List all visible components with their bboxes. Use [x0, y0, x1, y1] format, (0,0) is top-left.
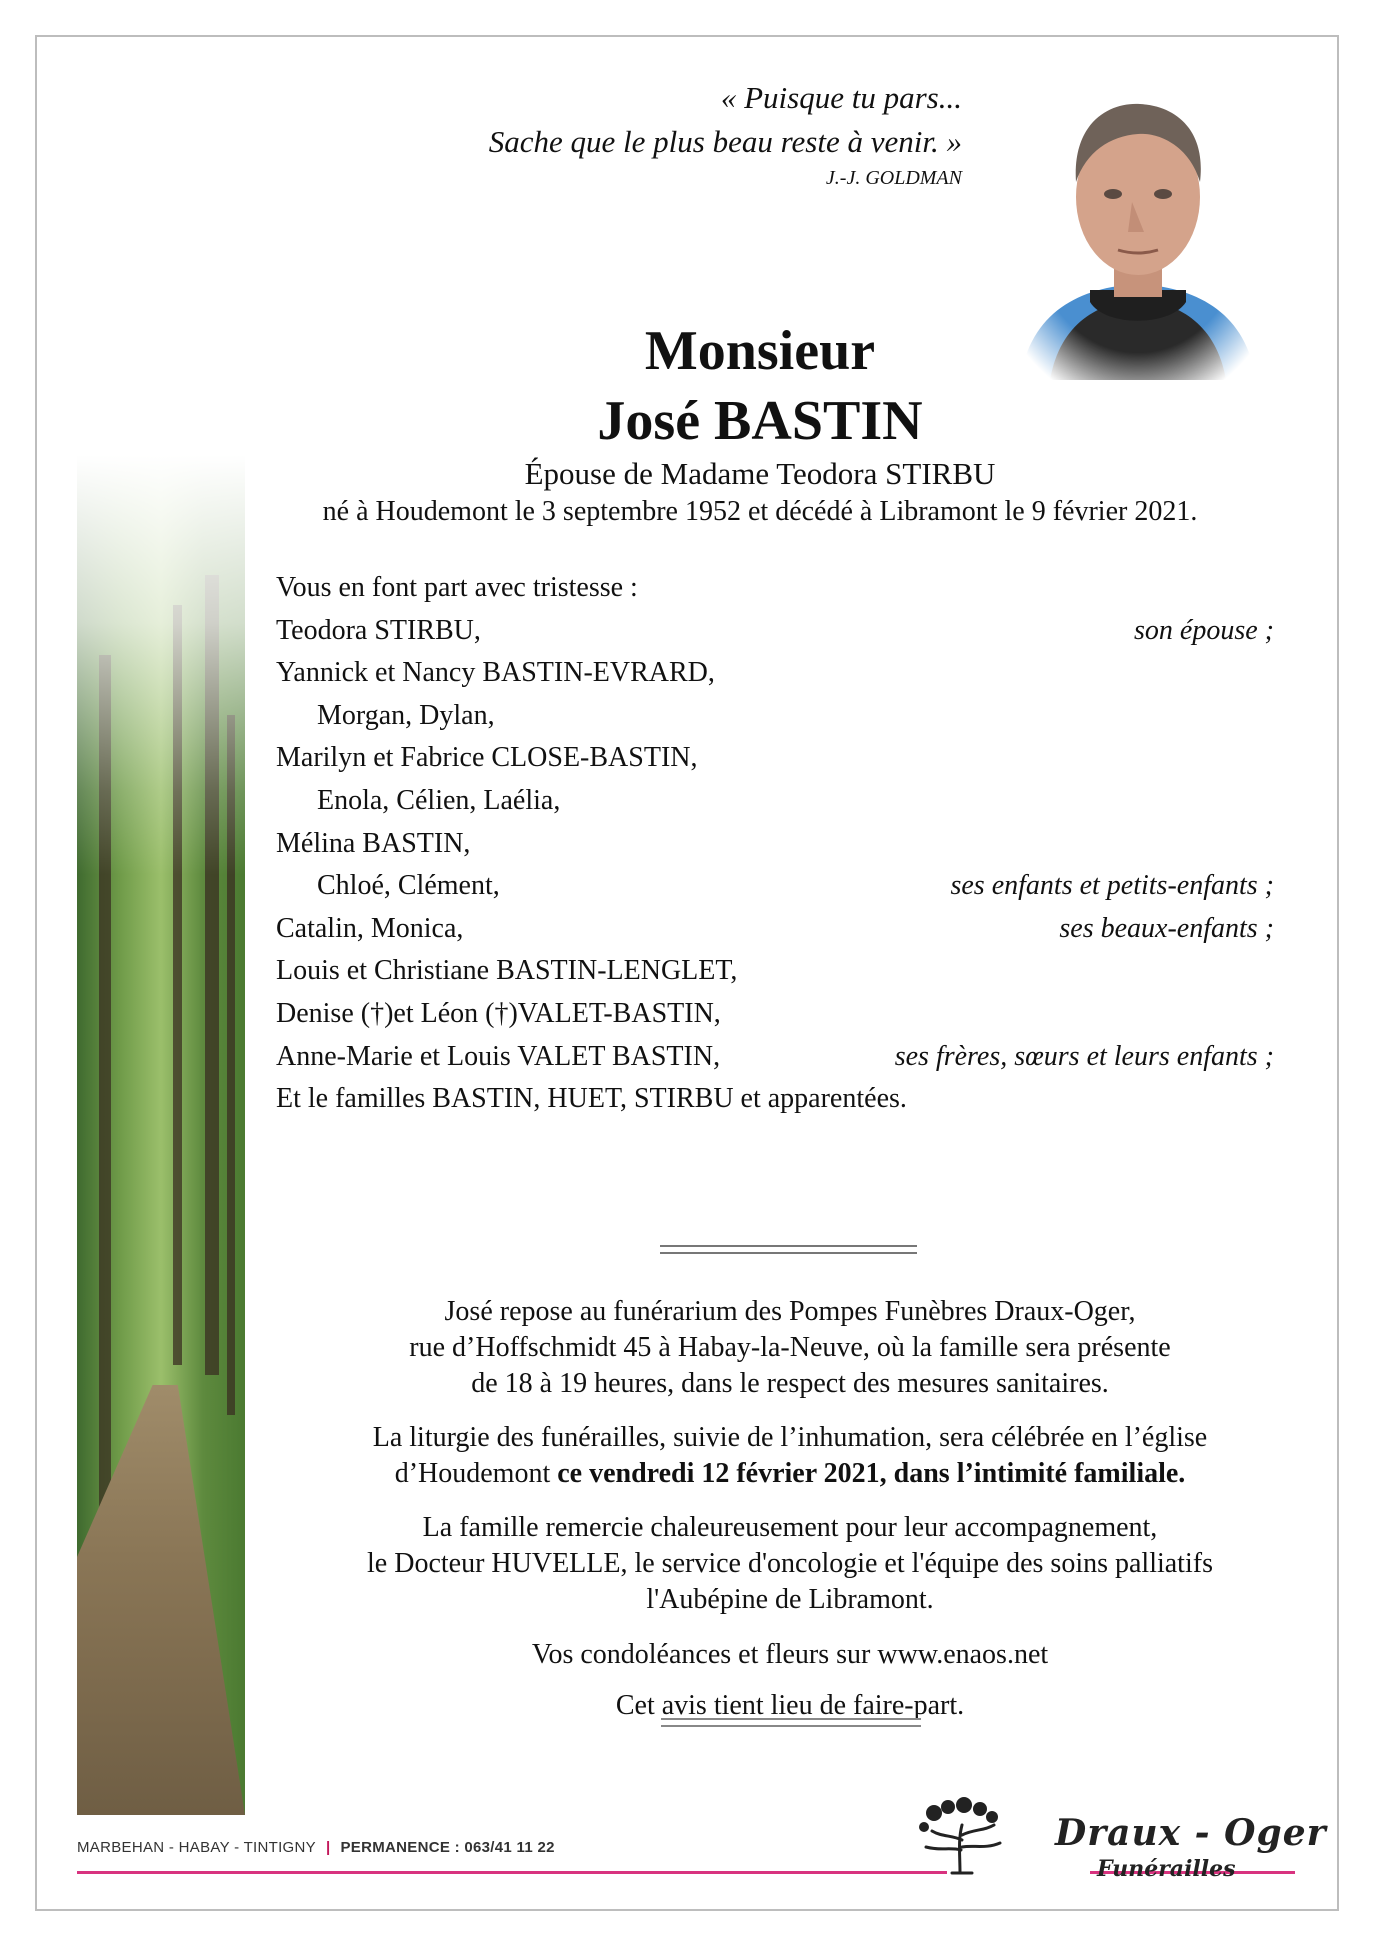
family-member-name: Anne-Marie et Louis VALET BASTIN,: [276, 1040, 721, 1072]
liturgy-line-2: [270, 1456, 1310, 1492]
thanks-line: La famille remercie chaleureusement pour leur accompagnement,: [422, 1512, 1158, 1543]
family-member-name: Marilyn et Fabrice CLOSE-BASTIN,: [276, 742, 698, 774]
deceased-title: Monsieur: [644, 320, 876, 382]
family-row: [276, 610, 1274, 653]
family-relation: ses enfants et petits-enfants ;: [950, 870, 1274, 902]
tree-logo-icon: [912, 1795, 1012, 1875]
liturgy-paragraph: [270, 1420, 1310, 1492]
family-relation: ses beaux-enfants ;: [1059, 912, 1274, 944]
family-row: [276, 1036, 1274, 1079]
family-member-name: Yannick et Nancy BASTIN-EVRARD,: [276, 657, 715, 689]
quote-block: [489, 76, 962, 192]
family-member-name: Vous en font part avec tristesse :: [276, 572, 638, 603]
thanks-line: le Docteur HUVELLE, le service d'oncologie et l'équipe des soins palliatifs: [367, 1548, 1213, 1579]
family-member-name: Enola, Célien, Laélia,: [317, 784, 561, 816]
footer-info: [77, 1839, 555, 1856]
family-row: [276, 908, 1274, 951]
liturgy-line-1: La liturgie des funérailles, suivie de l’inhumation, sera célébrée en l’église: [372, 1422, 1208, 1453]
footer-separator: |: [325, 1839, 331, 1856]
family-row: [276, 695, 1274, 738]
family-member-name: Denise (†)et Léon (†)VALET-BASTIN,: [276, 997, 721, 1029]
spouse-line: Épouse de Madame Teodora STIRBU: [524, 456, 996, 491]
faire-part-notice: [270, 1688, 1310, 1724]
family-relation: son épouse ;: [1134, 614, 1274, 646]
thanks-line: l'Aubépine de Libramont.: [646, 1584, 934, 1615]
condolences-line: Vos condoléances et fleurs sur www.enaos.net: [531, 1639, 1049, 1670]
family-row: [276, 823, 1274, 866]
family-row: [276, 865, 1274, 908]
repose-paragraph: [270, 1294, 1310, 1402]
family-member-name: Et le familles BASTIN, HUET, STIRBU et apparentées.: [276, 1083, 907, 1115]
faire-part-text: Cet avis tient lieu de faire-part.: [615, 1690, 965, 1721]
family-member-name: Louis et Christiane BASTIN-LENGLET,: [276, 955, 738, 987]
family-member-name: Mélina BASTIN,: [276, 827, 471, 859]
family-row: [276, 652, 1274, 695]
birth-death-line: né à Houdemont le 3 septembre 1952 et décédé à Libramont le 9 février 2021.: [322, 496, 1198, 527]
thanks-paragraph: [270, 1510, 1310, 1618]
quote-line-2: Sache que le plus beau reste à venir. »: [488, 124, 962, 159]
brand-subtitle: Funérailles: [1097, 1856, 1236, 1882]
faire-part-underline: [661, 1718, 921, 1727]
forest-path-image: [77, 455, 245, 1815]
quote-author: J.-J. GOLDMAN: [825, 167, 962, 189]
liturgy-date: ce vendredi 12 février 2021, dans l’intimité familiale.: [557, 1458, 1186, 1489]
family-row: [276, 993, 1274, 1036]
family-relation: ses frères, sœurs et leurs enfants ;: [894, 1040, 1274, 1072]
brand-name: Draux - Oger: [1055, 1812, 1327, 1854]
footer-permanence: PERMANENCE : 063/41 11 22: [340, 1839, 555, 1856]
family-row: [276, 950, 1274, 993]
family-member-name: Catalin, Monica,: [276, 912, 464, 944]
family-member-name: Teodora STIRBU,: [276, 614, 481, 646]
footer-locations: MARBEHAN - HABAY - TINTIGNY: [77, 1839, 316, 1856]
repose-line: rue d’Hoffschmidt 45 à Habay-la-Neuve, où la famille sera présente: [409, 1332, 1171, 1363]
liturgy-place: d’Houdemont: [394, 1458, 558, 1489]
repose-line: José repose au funérarium des Pompes Funèbres Draux-Oger,: [444, 1296, 1136, 1327]
family-row: [276, 780, 1274, 823]
family-row: [276, 567, 1274, 610]
family-member-name: Chloé, Clément,: [317, 870, 500, 902]
deceased-name: José BASTIN: [597, 390, 923, 452]
family-list: [276, 567, 1274, 1121]
section-divider: [660, 1245, 917, 1254]
family-row: [276, 1078, 1274, 1121]
family-member-name: Morgan, Dylan,: [317, 699, 495, 731]
repose-line: de 18 à 19 heures, dans le respect des mesures sanitaires.: [471, 1368, 1109, 1399]
family-row: [276, 737, 1274, 780]
footer-accent-line: [77, 1871, 947, 1874]
quote-line-1: « Puisque tu pars...: [720, 80, 962, 115]
